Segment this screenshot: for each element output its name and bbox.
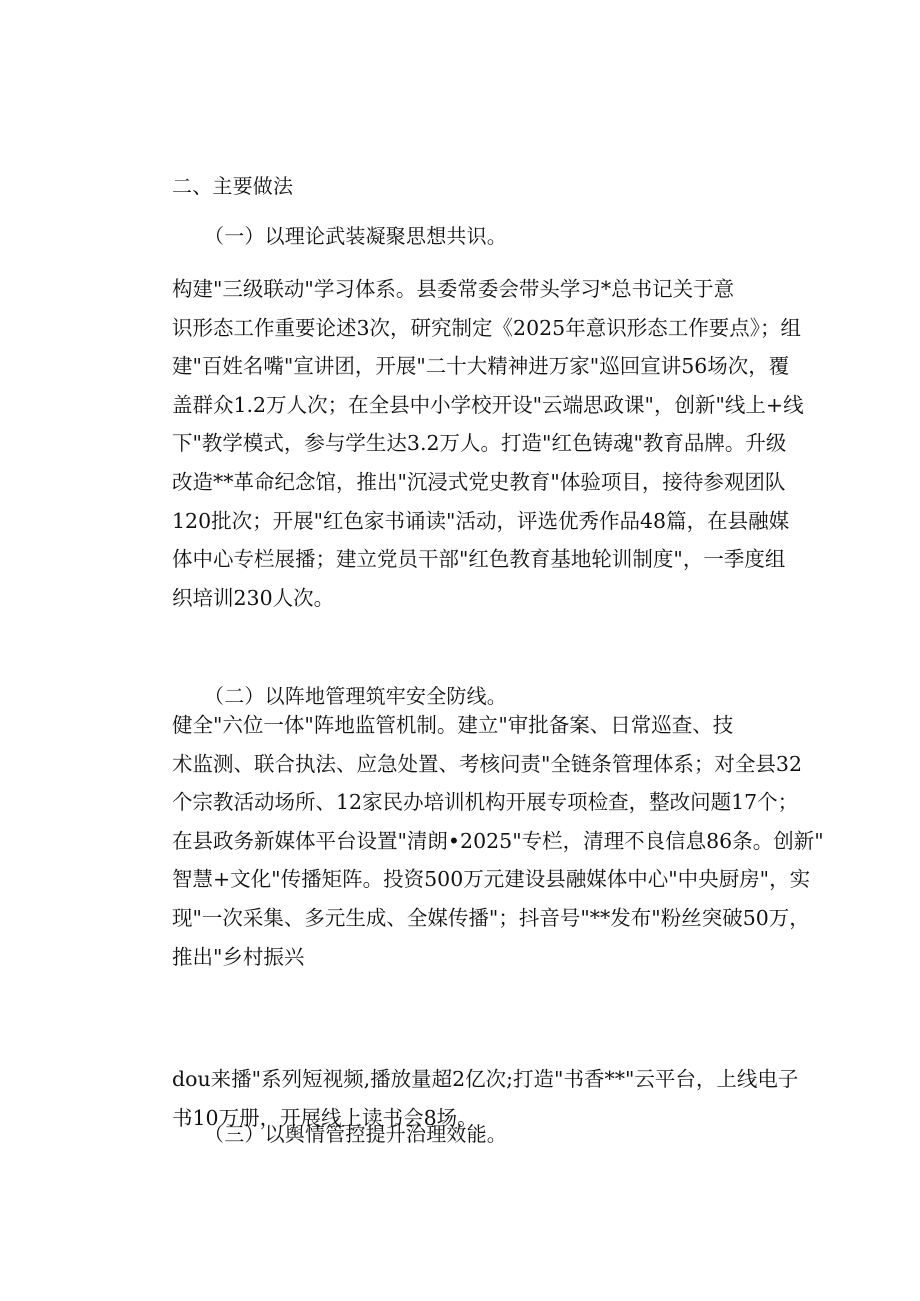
paragraph-1-line: 构建"三级联动"学习体系。县委常委会带头学习*总书记关于意: [172, 277, 735, 301]
subheading-3: （三）以舆情管控提升治理效能。: [204, 1122, 507, 1146]
paragraph-1-line: 盖群众1.2万人次；在全县中小学校开设"云端思政课"，创新"线上+线: [172, 392, 804, 417]
paragraph-1-line: 织培训230人次。: [172, 585, 335, 610]
subheading-2: （二）以阵地管理筑牢安全防线。: [204, 684, 507, 708]
subheading-1: （一）以理论武装凝聚思想共识。: [204, 224, 507, 248]
paragraph-3-line: 书10万册，开展线上读书会8场。: [172, 1105, 478, 1130]
paragraph-1-line: 体中心专栏展播；建立党员干部"红色教育基地轮训制度"，一季度组: [172, 547, 786, 572]
section-heading: 二、主要做法: [172, 174, 294, 198]
paragraph-1: [172, 270, 804, 617]
paragraph-2-line: 推出"乡村振兴: [172, 944, 305, 969]
paragraph-2-line: 健全"六位一体"阵地监管机制。建立"审批备案、日常巡查、技: [172, 713, 734, 737]
paragraph-1-line: 120批次；开展"红色家书诵读"活动，评选优秀作品48篇，在县融媒: [172, 508, 790, 533]
paragraph-2: [172, 706, 824, 976]
paragraph-1-line: 下"教学模式，参与学生达3.2万人。打造"红色铸魂"教育品牌。升级: [172, 431, 787, 456]
paragraph-2-line: 现"一次采集、多元生成、全媒传播"；抖音号"**发布"粉丝突破50万，: [172, 905, 810, 930]
paragraph-2-line: 个宗教活动场所、12家民办培训机构开展专项检查，整改问题17个；: [172, 790, 799, 815]
paragraph-2-line: 智慧+文化"传播矩阵。投资500万元建设县融媒体中心"中央厨房"，实: [172, 867, 811, 892]
paragraph-1-line: 改造**革命纪念馆，推出"沉浸式党史教育"体验项目，接待参观团队: [172, 469, 786, 494]
paragraph-2-line: 术监测、联合执法、应急处置、考核问责"全链条管理体系；对全县32: [172, 751, 803, 776]
paragraph-1-line: 识形态工作重要论述3次，研究制定《2025年意识形态工作要点》；组: [172, 315, 801, 340]
paragraph-3-line: dou来播"系列短视频,播放量超2亿次;打造"书香**"云平台，上线电子: [172, 1067, 799, 1091]
paragraph-1-line: 建"百姓名嘴"宣讲团，开展"二十大精神进万家"巡回宣讲56场次，覆: [172, 354, 790, 379]
paragraph-2-line: 在县政务新媒体平台设置"清朗•2025"专栏，清理不良信息86条。创新": [172, 828, 824, 853]
